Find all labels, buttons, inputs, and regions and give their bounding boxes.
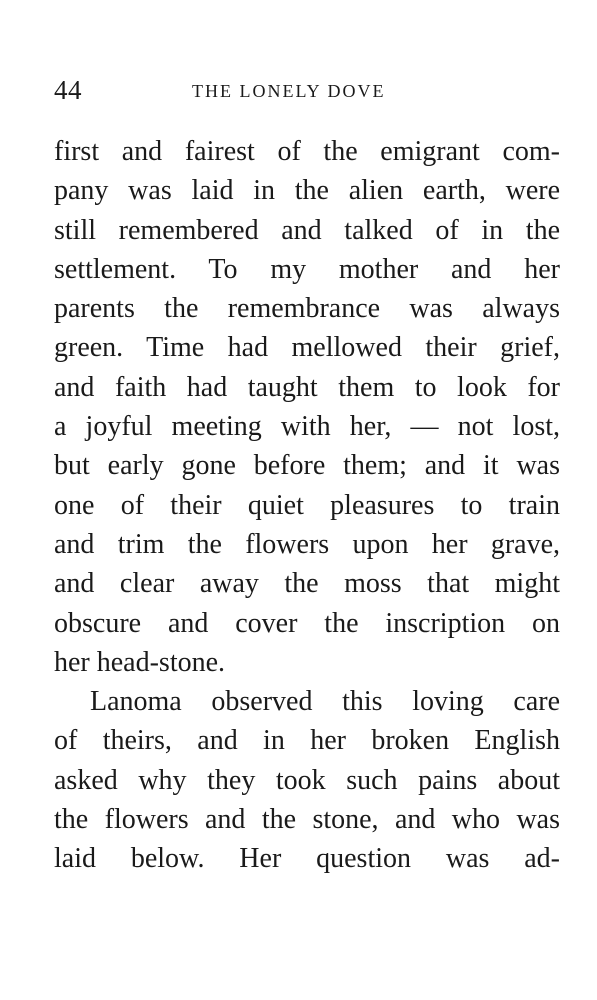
text-line: laid below. Her question was ad-	[54, 843, 560, 875]
running-head: THE LONELY DOVE	[192, 81, 386, 101]
text-line: pany was laid in the alien earth, were	[54, 175, 560, 207]
body-text	[54, 132, 560, 879]
text-line: her head-stone.	[54, 646, 226, 678]
text-line: obscure and cover the inscription on	[54, 607, 560, 639]
text-line: a joyful meeting with her, — not lost,	[54, 411, 560, 443]
text-line: and trim the flowers upon her grave,	[54, 528, 560, 560]
text-line: and faith had taught them to look for	[54, 371, 560, 403]
page-header	[54, 72, 560, 112]
text-line: but early gone before them; and it was	[54, 450, 560, 482]
text-line: asked why they took such pains about	[54, 764, 560, 796]
text-line: first and fairest of the emigrant com-	[54, 136, 560, 167]
text-line: the flowers and the stone, and who was	[54, 804, 560, 836]
page-number: 44	[54, 75, 82, 105]
text-line: and clear away the moss that might	[54, 568, 560, 600]
text-line: of theirs, and in her broken English	[54, 725, 560, 757]
text-line: green. Time had mellowed their grief,	[54, 332, 560, 364]
text-line: Lanoma observed this loving care	[90, 686, 560, 718]
text-line: settlement. To my mother and her	[54, 253, 560, 285]
text-line: still remembered and talked of in the	[54, 214, 560, 246]
text-line: parents the remembrance was always	[54, 293, 560, 325]
text-line: one of their quiet pleasures to train	[54, 489, 560, 521]
